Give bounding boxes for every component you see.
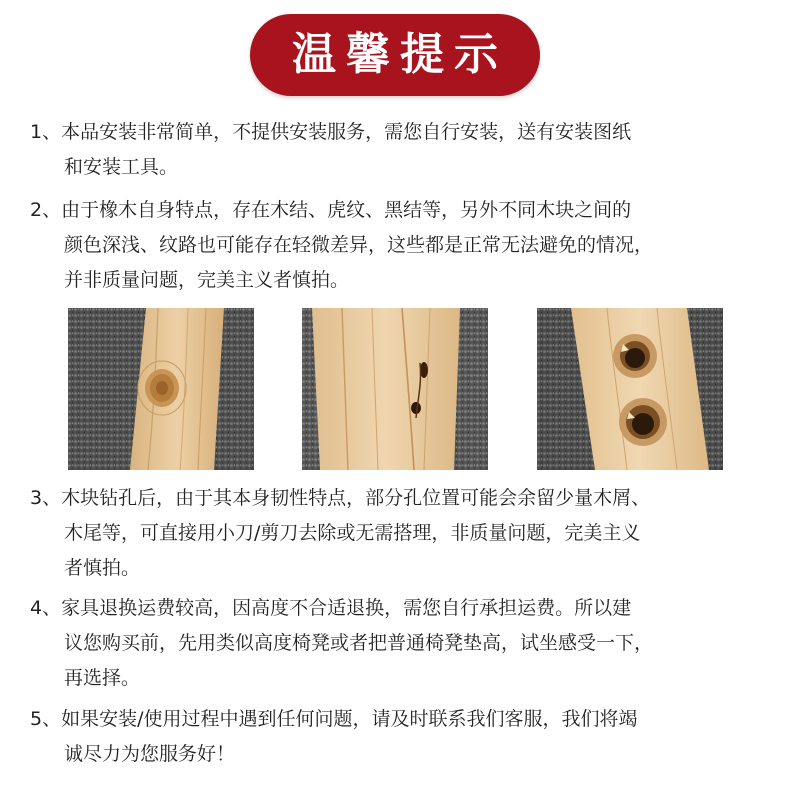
notice-line: [30, 702, 765, 737]
item-number: 2、: [30, 199, 62, 221]
item-number: 4、: [30, 597, 62, 619]
notice-item-4: [30, 591, 765, 696]
notice-line: [30, 481, 765, 516]
item-text: 本品安装非常简单，不提供安装服务，需您自行安装，送有安装图纸: [61, 121, 632, 143]
notice-line: 者慎拍。: [64, 557, 141, 579]
item-number: 1、: [30, 121, 62, 143]
wood-knot-photo: [68, 308, 254, 470]
notice-line: 诚尽力为您服务好！: [64, 743, 236, 765]
title-banner: [250, 14, 540, 96]
notice-item-2: [30, 193, 765, 298]
notice-line: 木尾等，可直接用小刀/剪刀去除或无需搭理，非质量问题，完美主义: [64, 522, 641, 544]
notice-line: 颜色深浅、纹路也可能存在轻微差异，这些都是正常无法避免的情况，: [64, 234, 654, 256]
notice-line: [30, 193, 765, 228]
item-text: 木块钻孔后，由于其本身韧性特点，部分孔位置可能会余留少量木屑、: [61, 487, 651, 509]
notice-item-5: [30, 702, 765, 772]
item-text: 如果安装/使用过程中遇到任何问题，请及时联系我们客服，我们将竭: [61, 708, 638, 730]
wood-photos-row: [68, 308, 723, 470]
notice-line: 和安装工具。: [64, 156, 179, 178]
wood-black-knot-photo: [302, 308, 488, 470]
notice-line: [30, 591, 765, 626]
page-title: 温馨提示: [292, 29, 508, 80]
notice-item-1: [30, 115, 765, 185]
notice-line: [30, 115, 765, 150]
item-number: 3、: [30, 487, 62, 509]
item-number: 5、: [30, 708, 62, 730]
notice-item-3: [30, 481, 765, 586]
notice-line: 再选择。: [64, 667, 141, 689]
item-text: 由于橡木自身特点，存在木结、虎纹、黑结等，另外不同木块之间的: [61, 199, 632, 221]
item-text: 家具退换运费较高，因高度不合适退换，需您自行承担运费。所以建: [61, 597, 632, 619]
notice-line: 议您购买前，先用类似高度椅凳或者把普通椅凳垫高，试坐感受一下，: [64, 632, 654, 654]
notice-line: 并非质量问题，完美主义者慎拍。: [64, 269, 350, 291]
wood-drilled-holes-photo: [537, 308, 723, 470]
